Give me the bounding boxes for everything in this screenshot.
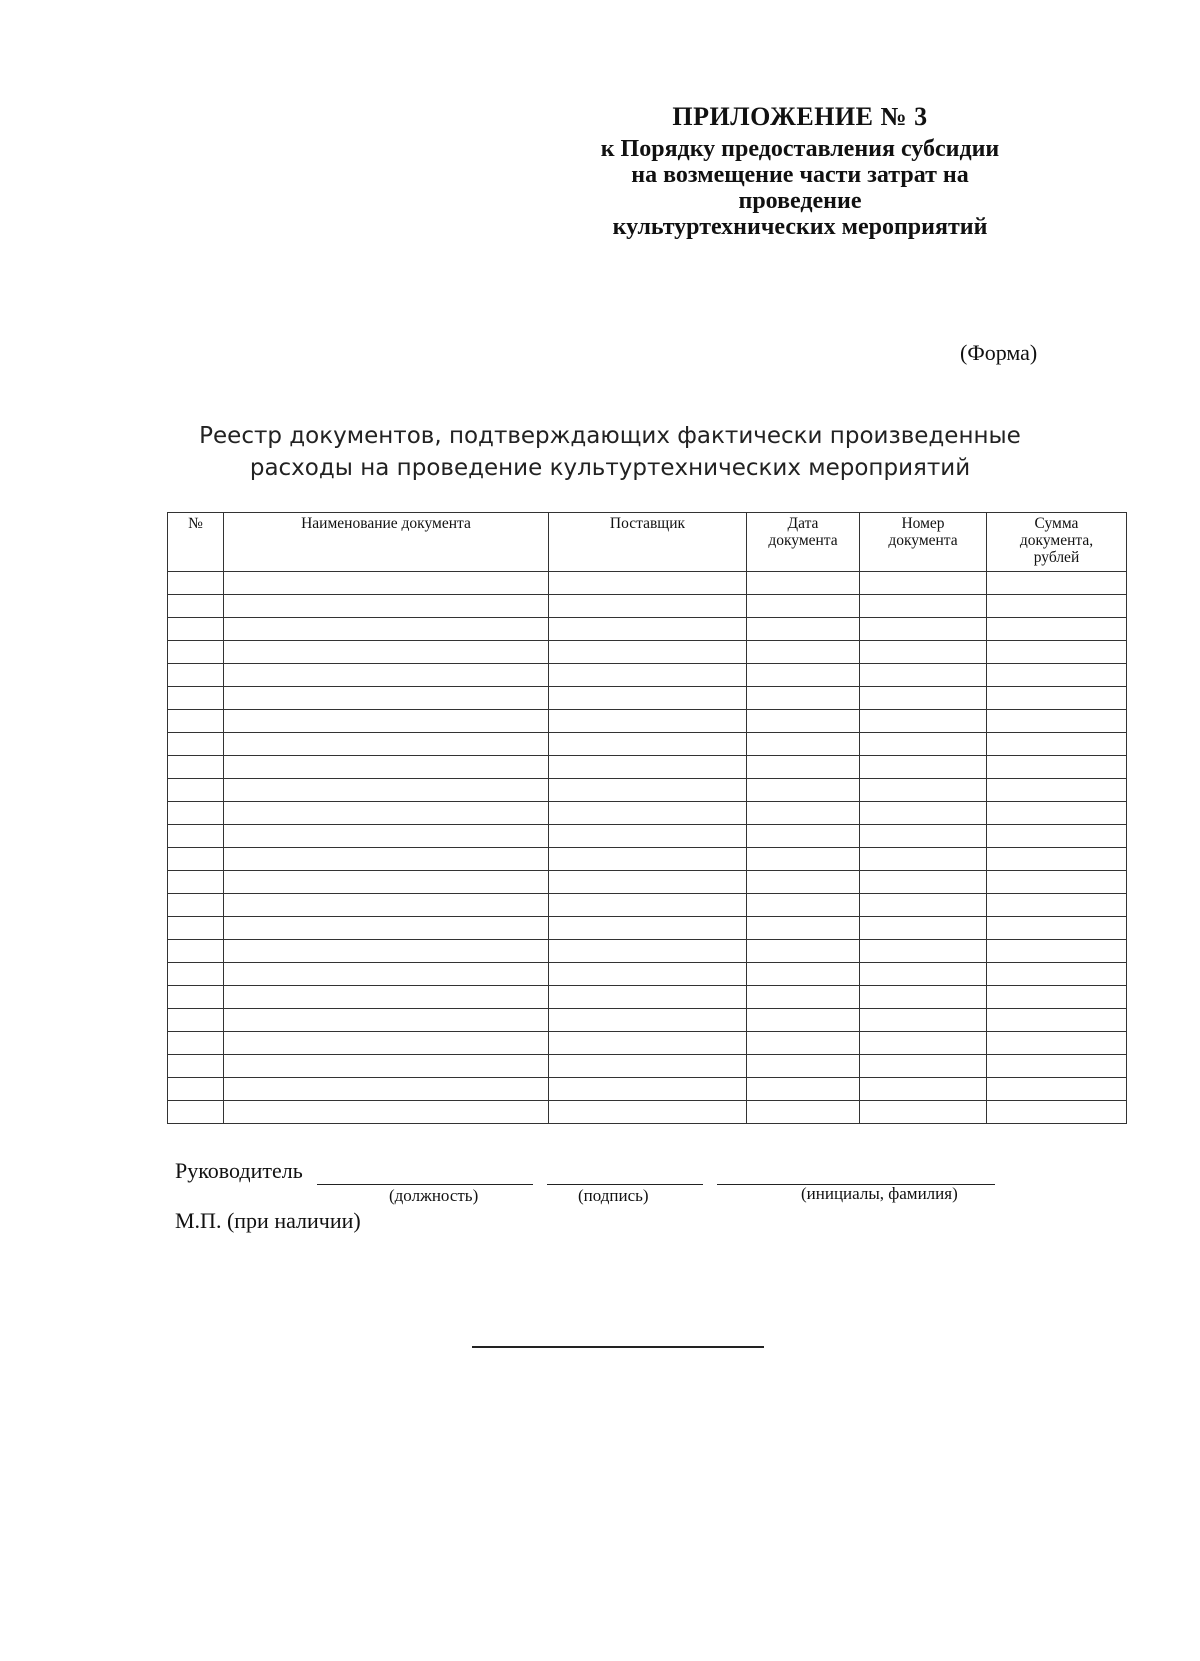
table-cell[interactable]: [224, 894, 549, 917]
table-cell[interactable]: [224, 848, 549, 871]
table-row: [168, 572, 1127, 595]
table-row: [168, 825, 1127, 848]
table-cell[interactable]: [168, 572, 224, 595]
table-cell[interactable]: [860, 779, 987, 802]
table-cell[interactable]: [987, 641, 1127, 664]
table-cell[interactable]: [224, 572, 549, 595]
table-cell[interactable]: [549, 1078, 747, 1101]
name-caption: (инициалы, фамилия): [801, 1184, 958, 1203]
table-cell[interactable]: [747, 986, 860, 1009]
table-cell[interactable]: [987, 664, 1127, 687]
table-cell[interactable]: [224, 779, 549, 802]
appendix-line-4: культуртехнических мероприятий: [612, 214, 988, 240]
table-row: [168, 1055, 1127, 1078]
table-cell[interactable]: [860, 802, 987, 825]
table-cell[interactable]: [168, 940, 224, 963]
table-cell[interactable]: [168, 710, 224, 733]
table-cell[interactable]: [549, 917, 747, 940]
table-cell[interactable]: [860, 940, 987, 963]
header-document-name: Наименование документа: [224, 513, 549, 572]
table-cell[interactable]: [224, 1101, 549, 1124]
table-cell[interactable]: [168, 756, 224, 779]
table-cell[interactable]: [224, 618, 549, 641]
table-cell[interactable]: [168, 917, 224, 940]
header-document-sum: [987, 513, 1127, 572]
signature-line[interactable]: [547, 1184, 703, 1185]
position-caption: (должность): [389, 1186, 479, 1205]
table-cell[interactable]: [860, 963, 987, 986]
table-cell[interactable]: [168, 1009, 224, 1032]
table-cell[interactable]: [860, 986, 987, 1009]
table-cell[interactable]: [549, 894, 747, 917]
table-cell[interactable]: [747, 595, 860, 618]
table-cell[interactable]: [747, 917, 860, 940]
table-cell[interactable]: [168, 825, 224, 848]
table-cell[interactable]: [224, 1032, 549, 1055]
table-cell[interactable]: [860, 1009, 987, 1032]
document-title-line-1: Реестр документов, подтверждающих фактически произведенные: [199, 423, 1021, 449]
table-row: [168, 940, 1127, 963]
table-cell[interactable]: [747, 1032, 860, 1055]
table-cell[interactable]: [987, 871, 1127, 894]
table-row: [168, 848, 1127, 871]
table-cell[interactable]: [987, 894, 1127, 917]
table-cell[interactable]: [549, 572, 747, 595]
table-cell[interactable]: [987, 687, 1127, 710]
head-label: Руководитель: [175, 1158, 303, 1183]
table-cell[interactable]: [987, 733, 1127, 756]
header-document-date-line-1: Дата: [787, 515, 819, 532]
table-cell[interactable]: [224, 756, 549, 779]
table-cell[interactable]: [224, 664, 549, 687]
table-cell[interactable]: [168, 687, 224, 710]
table-cell[interactable]: [549, 733, 747, 756]
table-cell[interactable]: [747, 802, 860, 825]
table-cell[interactable]: [747, 641, 860, 664]
table-cell[interactable]: [168, 664, 224, 687]
table-cell[interactable]: [987, 917, 1127, 940]
table-cell[interactable]: [747, 894, 860, 917]
table-cell[interactable]: [860, 756, 987, 779]
table-cell[interactable]: [168, 1055, 224, 1078]
table-cell[interactable]: [168, 894, 224, 917]
table-row: [168, 871, 1127, 894]
table-cell[interactable]: [549, 986, 747, 1009]
table-cell[interactable]: [987, 1055, 1127, 1078]
table-row: [168, 1032, 1127, 1055]
table-cell[interactable]: [168, 802, 224, 825]
table-cell[interactable]: [987, 779, 1127, 802]
document-title-line-2: расходы на проведение культуртехнических мероприятий: [249, 455, 971, 481]
table-header-row: [168, 513, 1127, 572]
bottom-rule: [472, 1346, 764, 1348]
table-cell[interactable]: [860, 848, 987, 871]
table-cell[interactable]: [168, 963, 224, 986]
table-cell[interactable]: [987, 1101, 1127, 1124]
appendix-line-1: к Порядку предоставления субсидии: [600, 136, 1000, 162]
table-row: [168, 641, 1127, 664]
table-row: [168, 894, 1127, 917]
table-cell[interactable]: [747, 963, 860, 986]
table-row: [168, 664, 1127, 687]
table-cell[interactable]: [549, 641, 747, 664]
table-cell[interactable]: [224, 1009, 549, 1032]
table-cell[interactable]: [747, 779, 860, 802]
table-row: [168, 1101, 1127, 1124]
table-cell[interactable]: [747, 1078, 860, 1101]
table-cell[interactable]: [987, 595, 1127, 618]
table-cell[interactable]: [860, 641, 987, 664]
table-cell[interactable]: [747, 871, 860, 894]
table-cell[interactable]: [549, 871, 747, 894]
table-row: [168, 1009, 1127, 1032]
table-row: [168, 802, 1127, 825]
table-cell[interactable]: [860, 710, 987, 733]
table-cell[interactable]: [747, 710, 860, 733]
table-row: [168, 618, 1127, 641]
table-cell[interactable]: [168, 618, 224, 641]
table-cell[interactable]: [549, 779, 747, 802]
header-document-sum-line-3: рублей: [1033, 549, 1080, 566]
table-cell[interactable]: [549, 1055, 747, 1078]
table-cell[interactable]: [549, 595, 747, 618]
table-cell[interactable]: [224, 733, 549, 756]
table-cell[interactable]: [549, 618, 747, 641]
table-cell[interactable]: [549, 963, 747, 986]
table-cell[interactable]: [860, 871, 987, 894]
table-cell[interactable]: [168, 871, 224, 894]
table-cell[interactable]: [224, 986, 549, 1009]
table-cell[interactable]: [549, 802, 747, 825]
table-cell[interactable]: [987, 963, 1127, 986]
table-cell[interactable]: [224, 963, 549, 986]
appendix-line-2: на возмещение части затрат на: [631, 162, 969, 188]
table-cell[interactable]: [224, 595, 549, 618]
registry-table-body: [168, 572, 1127, 1124]
table-cell[interactable]: [224, 825, 549, 848]
table-cell[interactable]: [549, 1032, 747, 1055]
table-cell[interactable]: [860, 595, 987, 618]
table-cell[interactable]: [987, 940, 1127, 963]
table-cell[interactable]: [987, 986, 1127, 1009]
table-cell[interactable]: [747, 572, 860, 595]
table-cell[interactable]: [168, 641, 224, 664]
table-cell[interactable]: [168, 848, 224, 871]
header-document-sum-line-1: Сумма: [1034, 515, 1079, 532]
table-cell[interactable]: [860, 664, 987, 687]
table-cell[interactable]: [987, 802, 1127, 825]
header-document-sum-line-2: документа,: [1019, 532, 1094, 549]
table-cell[interactable]: [224, 1055, 549, 1078]
table-cell[interactable]: [860, 825, 987, 848]
header-supplier: Поставщик: [549, 513, 747, 572]
table-cell[interactable]: [549, 848, 747, 871]
header-document-date: [747, 513, 860, 572]
table-cell[interactable]: [168, 1032, 224, 1055]
header-document-number-line-2: документа: [888, 532, 958, 549]
table-row: [168, 733, 1127, 756]
table-cell[interactable]: [549, 1009, 747, 1032]
table-cell[interactable]: [747, 756, 860, 779]
table-cell[interactable]: [224, 641, 549, 664]
table-cell[interactable]: [747, 848, 860, 871]
header-document-number: [860, 513, 987, 572]
table-cell[interactable]: [860, 894, 987, 917]
form-label: (Форма): [960, 340, 1038, 365]
document-title: [170, 420, 1050, 484]
table-row: [168, 710, 1127, 733]
table-cell[interactable]: [224, 710, 549, 733]
table-cell[interactable]: [860, 687, 987, 710]
table-cell[interactable]: [168, 986, 224, 1009]
table-cell[interactable]: [747, 1009, 860, 1032]
table-cell[interactable]: [168, 595, 224, 618]
table-row: [168, 779, 1127, 802]
table-cell[interactable]: [987, 1032, 1127, 1055]
table-cell[interactable]: [549, 756, 747, 779]
table-cell[interactable]: [168, 1101, 224, 1124]
header-document-number-line-1: Номер: [901, 515, 945, 532]
seal-note: М.П. (при наличии): [175, 1208, 361, 1233]
table-cell[interactable]: [860, 1078, 987, 1101]
table-row: [168, 756, 1127, 779]
table-cell[interactable]: [747, 1055, 860, 1078]
signature-caption: (подпись): [578, 1186, 649, 1205]
table-cell[interactable]: [987, 825, 1127, 848]
table-cell[interactable]: [224, 871, 549, 894]
table-cell[interactable]: [987, 572, 1127, 595]
appendix-line-3: проведение: [738, 188, 862, 214]
table-cell[interactable]: [168, 733, 224, 756]
table-cell[interactable]: [224, 802, 549, 825]
table-row: [168, 963, 1127, 986]
header-document-date-line-2: документа: [768, 532, 838, 549]
table-row: [168, 595, 1127, 618]
table-cell[interactable]: [747, 733, 860, 756]
table-cell[interactable]: [168, 779, 224, 802]
table-cell[interactable]: [987, 1078, 1127, 1101]
table-cell[interactable]: [224, 1078, 549, 1101]
appendix-title: ПРИЛОЖЕНИЕ № 3: [672, 102, 928, 131]
table-cell[interactable]: [224, 940, 549, 963]
table-cell[interactable]: [747, 687, 860, 710]
table-row: [168, 986, 1127, 1009]
table-cell[interactable]: [860, 733, 987, 756]
table-cell[interactable]: [860, 618, 987, 641]
registry-table: [167, 512, 1127, 1124]
appendix-header: [560, 100, 1040, 240]
table-cell[interactable]: [747, 618, 860, 641]
table-cell[interactable]: [860, 1101, 987, 1124]
table-cell[interactable]: [987, 710, 1127, 733]
table-cell[interactable]: [860, 572, 987, 595]
table-cell[interactable]: [747, 825, 860, 848]
table-cell[interactable]: [747, 940, 860, 963]
table-row: [168, 687, 1127, 710]
table-cell[interactable]: [860, 1055, 987, 1078]
table-cell[interactable]: [549, 687, 747, 710]
table-cell[interactable]: [549, 825, 747, 848]
table-cell[interactable]: [168, 1078, 224, 1101]
table-cell[interactable]: [987, 848, 1127, 871]
table-cell[interactable]: [747, 664, 860, 687]
table-cell[interactable]: [860, 1032, 987, 1055]
table-cell[interactable]: [224, 917, 549, 940]
table-cell[interactable]: [549, 664, 747, 687]
table-row: [168, 1078, 1127, 1101]
table-cell[interactable]: [549, 710, 747, 733]
header-number: №: [168, 513, 224, 572]
table-cell[interactable]: [224, 687, 549, 710]
table-cell[interactable]: [747, 1101, 860, 1124]
position-line[interactable]: [317, 1184, 533, 1185]
table-cell[interactable]: [987, 1009, 1127, 1032]
table-row: [168, 917, 1127, 940]
table-cell[interactable]: [987, 756, 1127, 779]
table-cell[interactable]: [987, 618, 1127, 641]
table-cell[interactable]: [860, 917, 987, 940]
table-cell[interactable]: [549, 940, 747, 963]
table-cell[interactable]: [549, 1101, 747, 1124]
